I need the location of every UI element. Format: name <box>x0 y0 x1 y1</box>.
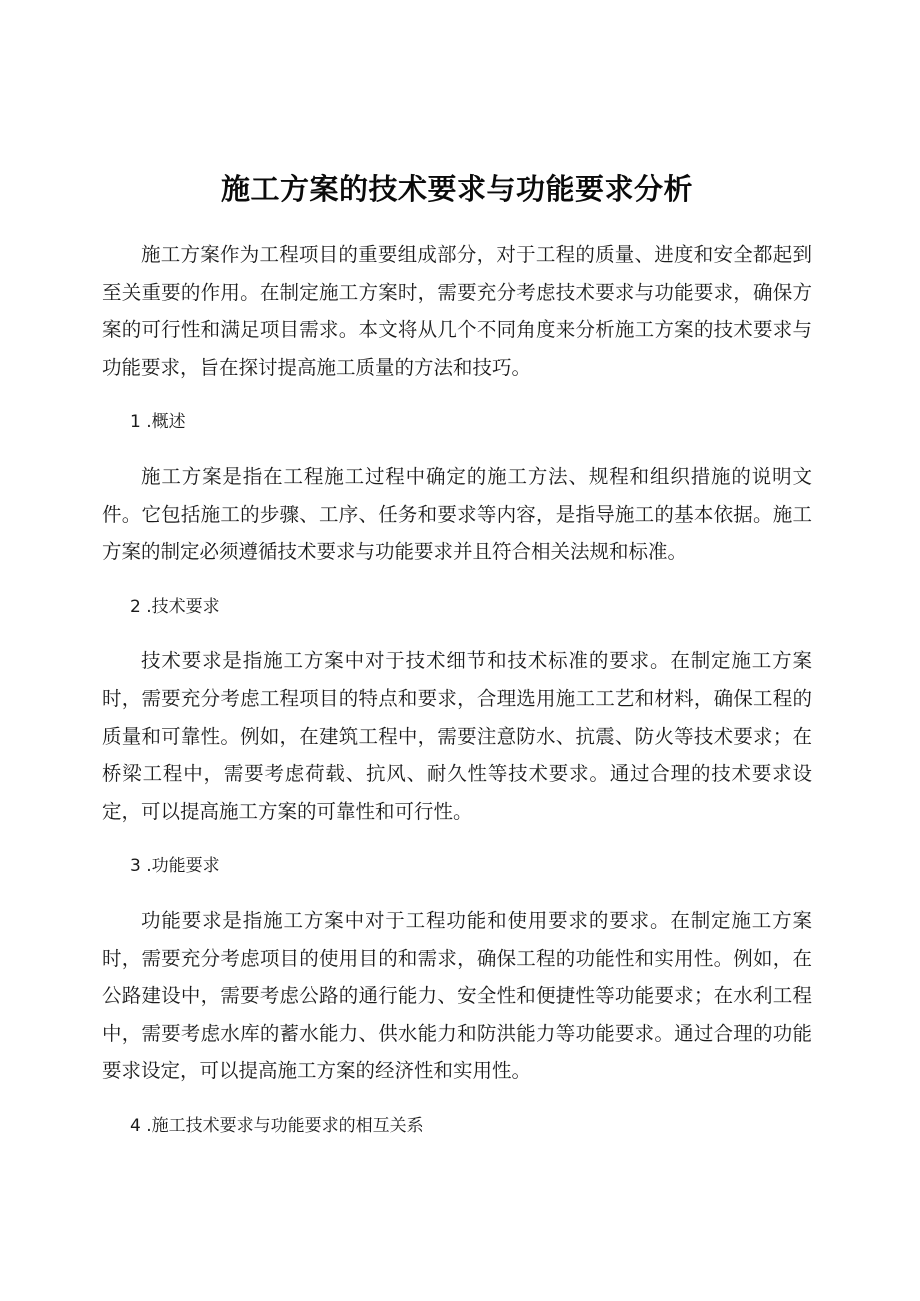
spacer <box>102 386 812 404</box>
section-body-2: 技术要求是指施工方案中对于技术细节和技术标准的要求。在制定施工方案时，需要充分考虑工程项目的特点和要求，合理选用施工工艺和材料，确保工程的质量和可靠性。例如，在建筑工程中，需要注意防水、抗震、防火等技术要求；在桥梁工程中，需要考虑荷载、抗风、耐久性等技术要求。通过合理的技术要求设定，可以提高施工方案的可靠性和可行性。 <box>102 649 812 823</box>
document-content <box>102 0 812 1145</box>
spacer <box>102 571 812 589</box>
spacer <box>102 830 812 848</box>
spacer <box>102 886 812 902</box>
section-heading-4: 4 .施工技术要求与功能要求的相互关系 <box>130 1115 424 1136</box>
title-spacer <box>102 206 812 236</box>
section-heading-3: 3 .功能要求 <box>130 856 220 877</box>
section-body-1: 施工方案是指在工程施工过程中确定的施工方法、规程和组织措施的说明文件。它包括施工的步骤、工序、任务和要求等内容，是指导施工的基本依据。施工方案的制定必须遵循技术要求与功能要求并且符合相关法规和标准。 <box>102 464 812 564</box>
section-body-3: 功能要求是指施工方案中对于工程功能和使用要求的要求。在制定施工方案时，需要充分考虑项目的使用目的和需求，确保工程的功能性和实用性。例如，在公路建设中，需要考虑公路的通行能力、安全性和便捷性等功能要求；在水利工程中，需要考虑水库的蓄水能力、供水能力和防洪能力等功能要求。通过合理的功能要求设定，可以提高施工方案的经济性和实用性。 <box>102 908 812 1083</box>
section-heading-2: 2 .技术要求 <box>130 596 220 617</box>
spacer <box>102 626 812 642</box>
spacer <box>102 442 812 458</box>
section-heading-1: 1 .概述 <box>130 412 186 433</box>
intro-paragraph: 施工方案作为工程项目的重要组成部分，对于工程的质量、进度和安全都起到至关重要的作用。在制定施工方案时，需要充分考虑技术要求与功能要求，确保方案的可行性和满足项目需求。本文将从几个不同角度来分析施工方案的技术要求与功能要求，旨在探讨提高施工质量的方法和技巧。 <box>102 243 812 379</box>
page-title: 施工方案的技术要求与功能要求分析 <box>220 172 693 206</box>
spacer <box>102 1090 812 1108</box>
